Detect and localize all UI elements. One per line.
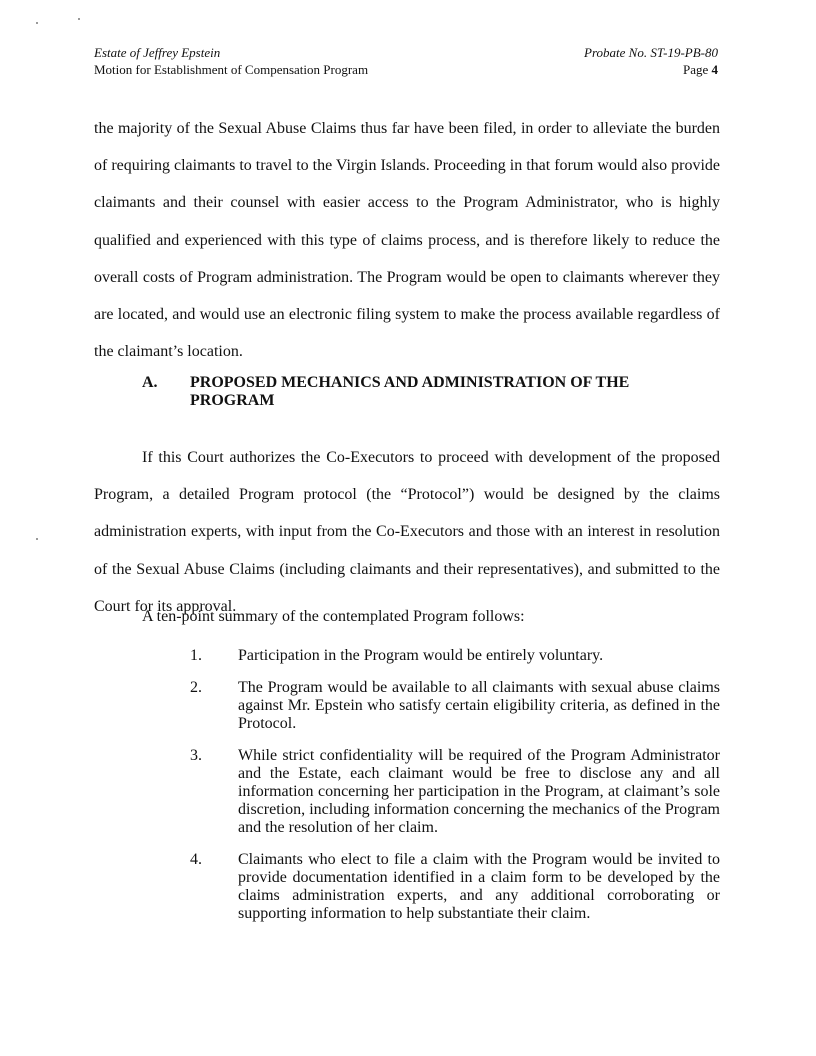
- header-right: [584, 44, 718, 78]
- paragraph-authorization: If this Court authorizes the Co-Executors to proceed with development of the proposed Program, a detailed Program protocol (the “Protocol”) would be designed by the claims administration experts, with input from the Co-Executors and those with an interest in resolution of the Sexual Abuse Claims (including claimants and their representatives), and submitted to the Court for its approval.: [94, 449, 720, 615]
- header-left: [94, 44, 368, 78]
- list-item-text: The Program would be available to all claimants with sexual abuse claims against Mr. Epstein who satisfy certain eligibility criteria, as defined in the Protocol.: [238, 679, 720, 732]
- section-letter: A.: [142, 374, 158, 391]
- list-item-number: 3.: [190, 747, 202, 764]
- section-heading: [142, 374, 682, 410]
- summary-intro: A ten-point summary of the contemplated Program follows:: [142, 608, 525, 625]
- page-indicator: [584, 61, 718, 78]
- list-item: [0, 679, 816, 733]
- document-title: Motion for Establishment of Compensation Program: [94, 62, 369, 77]
- program-summary-list: [0, 647, 816, 937]
- scan-speck: [78, 18, 80, 20]
- probate-number: Probate No. ST-19-PB-80: [584, 45, 718, 60]
- list-item: [0, 851, 816, 923]
- page-number: 4: [711, 62, 718, 77]
- list-item-text: Claimants who elect to file a claim with the Program would be invited to provide documentation identified in a claim form to be developed by the claims administration experts, and any additional corroborating or supporting information to help substantiate their claim.: [238, 851, 720, 922]
- paragraph-continuation: the majority of the Sexual Abuse Claims thus far have been filed, in order to alleviate the burden of requiring claimants to travel to the Virgin Islands. Proceeding in that forum would also provide claimants and their counsel with easier access to the Program Administrator, who is highly qualified and experienced with this type of claims process, and is therefore likely to reduce the overall costs of Program administration. The Program would be open to claimants wherever they are located, and would use an electronic filing system to make the process available regardless of the claimant’s location.: [94, 120, 720, 361]
- page-label: Page: [682, 62, 712, 77]
- list-item-number: 4.: [190, 851, 202, 868]
- list-item: [0, 647, 816, 665]
- list-item: [0, 747, 816, 837]
- list-item-text: While strict confidentiality will be required of the Program Administrator and the Estate, each claimant would be free to disclose any and all information concerning her participation in the Program, at claimant’s sole discretion, including information concerning the mechanics of the Program and the resolution of her claim.: [238, 747, 720, 836]
- scan-speck: [36, 538, 38, 540]
- list-item-number: 2.: [190, 679, 202, 696]
- scan-speck: [36, 22, 38, 24]
- list-item-text: Participation in the Program would be entirely voluntary.: [238, 647, 604, 664]
- section-heading-text: PROPOSED MECHANICS AND ADMINISTRATION OF THE PROGRAM: [190, 374, 630, 409]
- list-item-number: 1.: [190, 647, 202, 664]
- case-title: Estate of Jeffrey Epstein: [94, 45, 221, 60]
